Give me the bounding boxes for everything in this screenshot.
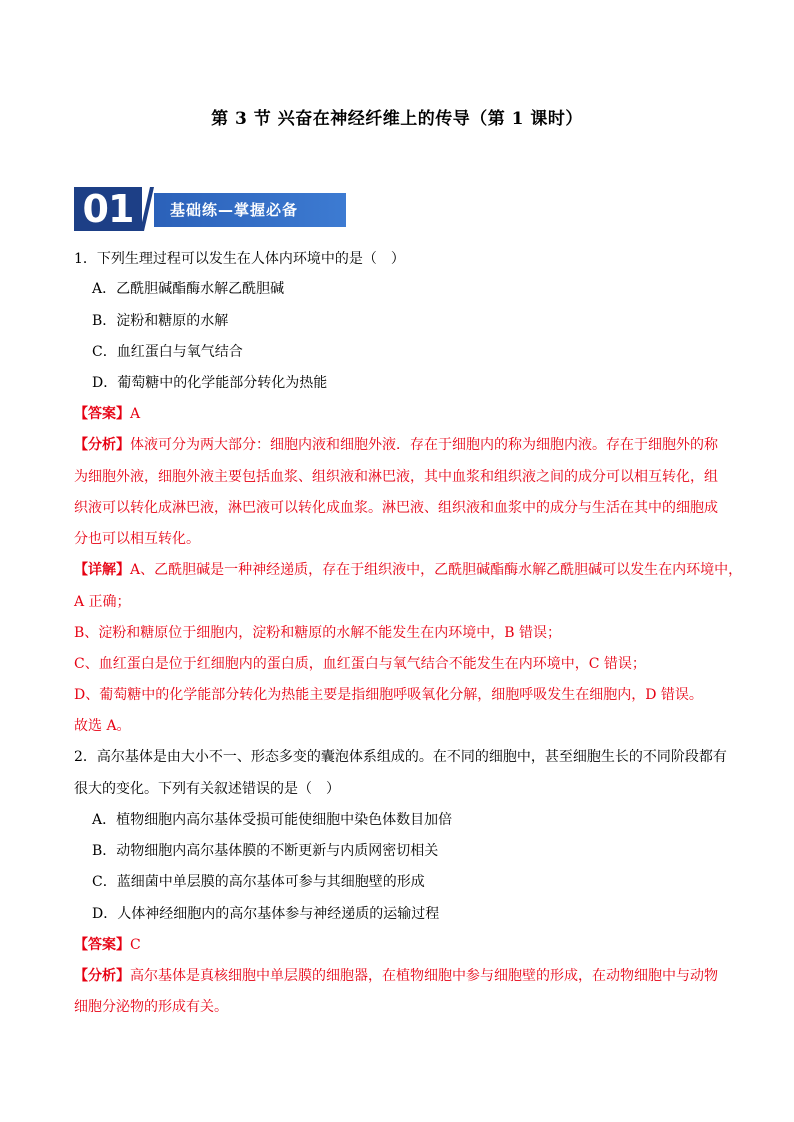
q1-answer-value: A (130, 406, 141, 422)
q1-answer-tag: 【答案】 (74, 406, 130, 422)
q1-conclusion: 故选 A。 (74, 718, 131, 734)
q1-detail-line-3: B、淀粉和糖原位于细胞内，淀粉和糖原的水解不能发生在内环境中，B 错误； (74, 625, 562, 641)
q2-option-d: D．人体神经细胞内的高尔基体参与神经递质的运输过程 (92, 906, 440, 922)
q1-detail-text-1: A、乙酰胆碱是一种神经递质，存在于组织液中，乙酰胆碱酯酶水解乙酰胆碱可以发生在内环境中， (130, 562, 743, 578)
q1-analysis-tag: 【分析】 (74, 437, 130, 453)
q1-analysis-text-1: 体液可分为两大部分：细胞内液和细胞外液．存在于细胞内的称为细胞内液。存在于细胞外的称 (130, 437, 718, 453)
q2-option-b: B．动物细胞内高尔基体膜的不断更新与内质网密切相关 (92, 843, 439, 859)
q2-stem-line-2: 很大的变化。下列有关叙述错误的是（ ） (74, 781, 340, 797)
q1-option-a: A．乙酰胆碱酯酶水解乙酰胆碱 (92, 281, 285, 297)
q2-answer-value: C (130, 937, 141, 953)
q2-analysis-text-1: 高尔基体是真核细胞中单层膜的细胞器，在植物细胞中参与细胞壁的形成，在动物细胞中与动物 (130, 968, 718, 984)
q1-detail-line-1 (74, 560, 742, 580)
q2-analysis-line-2: 细胞分泌物的形成有关。 (74, 999, 228, 1015)
q1-option-b: B．淀粉和糖原的水解 (92, 313, 229, 329)
q2-option-c: C．蓝细菌中单层膜的高尔基体可参与其细胞壁的形成 (92, 874, 425, 890)
section-banner (74, 187, 346, 231)
q1-option-d: D．葡萄糖中的化学能部分转化为热能 (92, 375, 328, 391)
q2-stem-line-1: 2．高尔基体是由大小不一、形态多变的囊泡体系组成的。在不同的细胞中，甚至细胞生长的不同阶段都有 (74, 749, 727, 765)
q2-option-a: A．植物细胞内高尔基体受损可能使细胞中染色体数目加倍 (92, 812, 453, 828)
q1-answer (74, 404, 140, 424)
q2-analysis-line-1 (74, 966, 718, 986)
page-title: 第 3 节 兴奋在神经纤维上的传导（第 1 课时） (211, 109, 583, 129)
q1-analysis-line-3: 织液可以转化成淋巴液，淋巴液可以转化成血浆。淋巴液、组织液和血浆中的成分与生活在其中的细胞成 (74, 500, 718, 516)
q2-answer (74, 935, 141, 955)
q1-option-c: C．血红蛋白与氧气结合 (92, 344, 243, 360)
banner-slash-icon (140, 187, 154, 231)
q1-analysis-line-2: 为细胞外液，细胞外液主要包括血浆、组织液和淋巴液，其中血浆和组织液之间的成分可以相互转化，组 (74, 469, 718, 485)
q1-detail-line-4: C、血红蛋白是位于红细胞内的蛋白质，血红蛋白与氧气结合不能发生在内环境中，C 错误； (74, 656, 646, 672)
q2-analysis-tag: 【分析】 (74, 968, 130, 984)
q1-detail-tag: 【详解】 (74, 562, 130, 578)
q1-analysis-line-1 (74, 435, 718, 455)
q1-detail-line-2: A 正确； (74, 594, 131, 610)
q2-answer-tag: 【答案】 (74, 937, 130, 953)
q1-analysis-line-4: 分也可以相互转化。 (74, 531, 200, 547)
q1-stem: 1．下列生理过程可以发生在人体内环境中的是（ ） (74, 251, 405, 267)
banner-label: 基础练—掌握必备 (170, 201, 299, 219)
q1-detail-line-5: D、葡萄糖中的化学能部分转化为热能主要是指细胞呼吸氧化分解，细胞呼吸发生在细胞内，D 错误。 (74, 687, 703, 703)
banner-number: 01 (82, 187, 134, 231)
